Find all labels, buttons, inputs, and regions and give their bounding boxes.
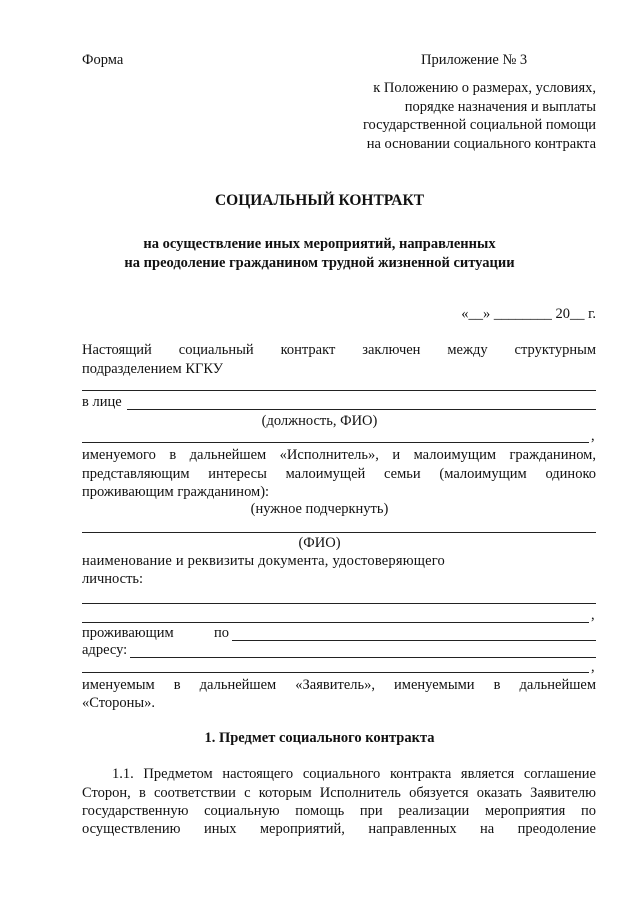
appendix-reference <box>363 79 596 153</box>
position-hint: (должность, ФИО) <box>261 413 378 429</box>
appendix-ref-line: государственной социальной помощи <box>362 117 596 133</box>
address-word-2: по <box>214 625 230 641</box>
comma: , <box>591 607 595 623</box>
comma: , <box>591 659 595 675</box>
address-word-1: проживающим <box>82 625 174 641</box>
address-line-2: адресу: <box>82 642 128 658</box>
subtitle-line: на осуществление иных мероприятий, направленных <box>143 236 496 252</box>
in-person-label: в лице <box>82 394 122 410</box>
appendix-ref-line: на основании социального контракта <box>366 135 596 152</box>
applicant-line-2: «Стороны». <box>82 695 156 711</box>
clause-line-3: государственную социальную помощь при реализации мероприятия по <box>82 803 596 819</box>
address-field-line[interactable] <box>232 640 596 641</box>
clause-line-1: 1.1. Предметом настоящего социального контракта является соглашение <box>112 766 596 782</box>
appendix-ref-line: порядке назначения и выплаты <box>404 98 596 115</box>
form-label: Форма <box>82 52 124 68</box>
page-title: СОЦИАЛЬНЫЙ КОНТРАКТ <box>214 192 425 209</box>
comma: , <box>591 428 595 444</box>
date-line: «__» ________ 20__ г. <box>461 306 596 322</box>
fio-hint: (ФИО) <box>298 535 341 551</box>
appendix-number: Приложение № 3 <box>421 52 528 68</box>
position-field-line[interactable] <box>127 409 596 410</box>
clause-line-4: осуществлению иных мероприятий, направленных на преодоление <box>82 821 596 837</box>
intro-line-1: Настоящий социальный контракт заключен между структурным <box>82 342 596 358</box>
blank-line[interactable] <box>82 390 596 391</box>
document-line-2: личность: <box>82 571 144 587</box>
executor-line-2: представляющим интересы малоимущей семьи (малоимущим одиноко <box>82 466 596 482</box>
blank-line[interactable] <box>82 442 589 443</box>
intro-line-2: подразделением КГКУ <box>82 361 224 377</box>
executor-line-1: именуемого в дальнейшем «Исполнитель», и малоимущим гражданином, <box>82 447 596 463</box>
clause-line-2: Сторон, в соответствии с которым Исполнитель обязуется оказать Заявителю <box>82 785 596 801</box>
section-title: 1. Предмет социального контракта <box>204 730 435 746</box>
address-field-line[interactable] <box>130 657 596 658</box>
appendix-ref-line: к Положению о размерах, условиях, <box>373 80 596 96</box>
document-field-line[interactable] <box>82 622 589 623</box>
address-field-line[interactable] <box>82 672 589 673</box>
underline-hint: (нужное подчеркнуть) <box>250 501 389 517</box>
document-field-line[interactable] <box>82 603 596 604</box>
document-line-1: наименование и реквизиты документа, удостоверяющего <box>82 553 446 569</box>
executor-line-3: проживающим гражданином): <box>82 484 270 500</box>
fio-field-line[interactable] <box>82 532 596 533</box>
applicant-line-1: именуемым в дальнейшем «Заявитель», именуемыми в дальнейшем <box>82 677 596 693</box>
subtitle-line: на преодоление гражданином трудной жизненной ситуации <box>124 255 515 271</box>
